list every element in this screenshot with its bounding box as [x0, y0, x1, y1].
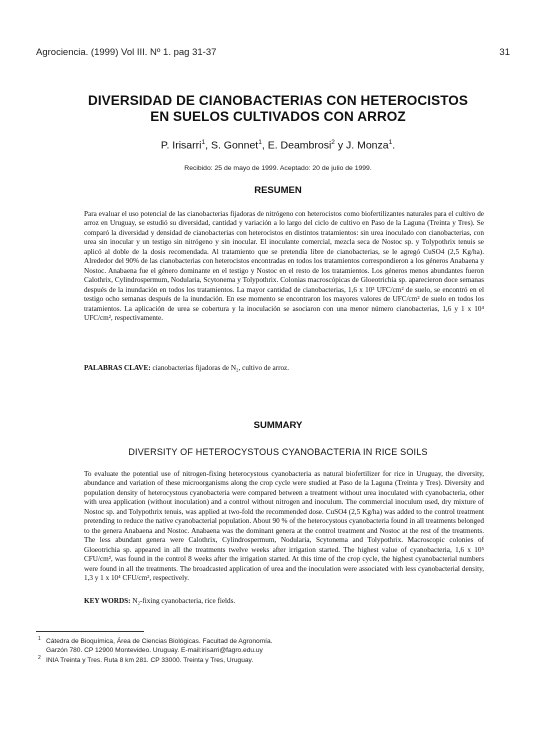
author-name: J. Monza: [346, 139, 389, 152]
footnote-divider: [36, 631, 144, 632]
resumen-heading: RESUMEN: [254, 185, 302, 196]
footnote-affiliation-2: [36, 656, 276, 665]
summary-keywords: [84, 597, 484, 605]
resumen-abstract: Para evaluar el uso potencial de las cianobacterias fijadoras de nitrógeno con heterocistos como biofertilizantes naturales para el cultivo de arroz en Uruguay, se estudió su diversidad, cantidad y variación a lo largo del ciclo de cultivo en Paso de la Laguna (Treinta y Tres). Se comparó la diversidad y densidad de cianobacterias con heterocistos en distintos tratamientos: sin urea inoculado con cianobacterias, con urea sin inocular y un testigo sin nitrógeno y sin inocular. El inoculante comercial, mezcla seca de Nostoc sp. y Tolypothrix tenuis se aplicó al doble de la dosis recomendada. Al tratamiento que se pretendía libre de cianobacterias, se le agregó CuSO4 (2,5 Kg/ha). Alrededor del 90% de las cianobacterias con heterocistos encontradas en todos los tratamientos correspondieron a los géneros Anabaena y Nostoc. Anabaena fue el género dominante en el testigo y Nostoc en el resto de los tratamientos. Los géneros menos abundantes fueron Calothrix, Cylindrospermum, Nodularia, Scytonema y Tolypothrix. Colonias macroscópicas de Gloeotrichia sp. aparecieron doce semanas después de la inundación en todos los tratamientos. La mayor cantidad de cianobacterias, 1,6 x 10³ UFC/cm² de suelo, se encontró en el testigo ocho semanas después de la inundación. En ese momento se encontraron los mayores valores de UFC/cm² de suelo en todos los tratamientos. La aplicación de urea se cobertura y la inoculación se asociaron con una menor número cianobacterias, 1,6 y 1 x 10⁴ UFC/cm², respectivamente.: [84, 210, 484, 322]
resumen-keywords: [84, 364, 484, 372]
author-separator: ,: [261, 139, 268, 152]
keywords-text: N₂-fixing cyanobacteria, rice fields.: [130, 597, 236, 605]
summary-abstract: To evaluate the potential use of nitrogen-fixing heterocystous cyanobacteria as natural biofertilizer for rice in Uruguay, the diversity, abundance and variation of these microorganisms along the crop cycle were studied at Paso de la Laguna (Treinta y Tres). Diversity and population density of heterocystous cyanobacteria were compared between a treatment without urea inoculated with cyanobacteria, other with urea application (without inoculation) and a control without nitrogen and inoculum. The commercial inoculum used, dry mixture of Nostoc sp. and Tolypothrix tenuis, was applied at two-fold the recommended dose. CuSO4 (2,5 Kg/ha) was added to the control treatment pretending to reduce the native cyanobacterial population. About 90 % of the heterocystous cyanobacteria found in all treatments belonged to the genera Anabaena and Nostoc. Anabaena was the dominant genera at the control treatment and Nostoc at the rest of the treatments. The less abundant genera were Calothrix, Cylindrospermum, Nodularia, Scytonema and Tolypothrix. Macroscopic colonies of Gloeotrichia sp. appeared in all the treatments twelve weeks after irrigation started. The highest value of cyanobacteria, 1,6 x 10⁵ CFU/cm², was found in the control 8 weeks after the irrigation started. At this time of the crop cycle, the highest cyanobacterial numbers were found in all the treatments. The broadcasted application of urea and the inoculation were associated with less cyanobacterial density, 1,3 y 1 x 10⁴ CFU/cm², respectively.: [84, 470, 484, 582]
keywords-text: cianobacterias fijadoras de N₂, cultivo de arroz.: [150, 364, 290, 372]
affiliation-mark: 2: [331, 139, 335, 146]
paper-title: [40, 93, 516, 125]
running-header: [36, 47, 510, 58]
affiliation-mark: 1: [388, 139, 393, 146]
keywords-label: KEY WORDS:: [84, 597, 131, 605]
title-line: DIVERSIDAD DE CIANOBACTERIAS CON HETEROCISTOS: [87, 93, 469, 108]
author-name: S. Gonnet: [210, 139, 259, 152]
keywords-label: PALABRAS CLAVE:: [84, 364, 151, 372]
author-list: [40, 139, 516, 152]
footnotes: [36, 637, 276, 665]
summary-english-title: DIVERSITY OF HETEROCYSTOUS CYANOBACTERIA IN RICE SOILS: [128, 447, 428, 457]
footnote-text: INIA Treinta y Tres. Ruta 8 km 281. CP 33000. Treinta y Tres, Uruguay.: [46, 656, 254, 664]
affiliation-mark: 1: [258, 139, 262, 146]
title-line: EN SUELOS CULTIVADOS CON ARROZ: [150, 109, 406, 124]
author-name: E. Deambrosi: [267, 139, 332, 152]
footnote-text: Cátedra de Bioquímica, Área de Ciencias Biológicas. Facultad de Agronomía. Garzón 780. CP 12900 Montevideo. Uruguay. E-mail:irisarri@fagro.edu.uy: [46, 638, 273, 655]
footnote-mark: 2: [38, 654, 41, 661]
summary-heading: SUMMARY: [253, 420, 303, 431]
footnote-affiliation-1: [36, 637, 276, 656]
author-name: P. Irisarri: [160, 139, 202, 152]
received-dates: Recibido: 25 de mayo de 1999. Aceptado: 20 de julio de 1999.: [184, 165, 372, 172]
journal-citation: Agrociencia. (1999) Vol III. Nº 1. pag 31-37: [36, 47, 217, 58]
author-separator: .: [392, 139, 396, 152]
page-number: 31: [499, 47, 510, 58]
author-separator: ,: [205, 139, 211, 152]
affiliation-mark: 1: [201, 139, 206, 146]
author-separator: y: [334, 139, 347, 152]
footnote-mark: 1: [38, 636, 41, 642]
